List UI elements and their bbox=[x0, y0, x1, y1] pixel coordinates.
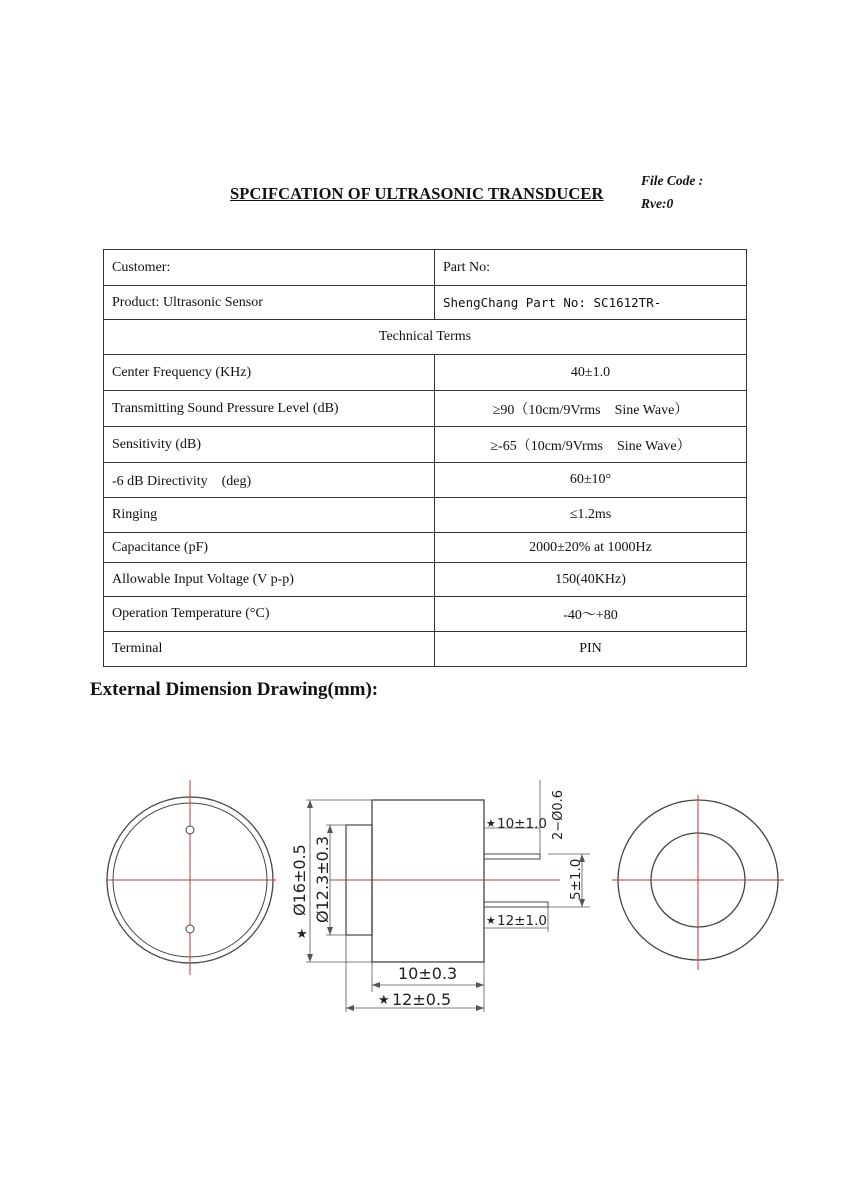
pin-spacing-label: 5±1.0 bbox=[568, 858, 584, 900]
table-row bbox=[104, 427, 747, 463]
value-cell: ≥-65（10cm/9Vrms Sine Wave） bbox=[435, 427, 747, 463]
back-view bbox=[612, 795, 784, 970]
term-cell: Transmitting Sound Pressure Level (dB) bbox=[104, 391, 435, 427]
dimension-drawing bbox=[0, 760, 851, 1060]
body-outline bbox=[372, 800, 484, 962]
term-cell: Capacitance (pF) bbox=[104, 533, 435, 563]
document-title: SPCIFCATION OF ULTRASONIC TRANSDUCER bbox=[230, 184, 604, 203]
pin-length-bottom-label: 12±1.0 bbox=[497, 913, 547, 929]
star-icon: ★ bbox=[486, 914, 496, 927]
value-cell: -40～+80 bbox=[435, 597, 747, 632]
body-length-label: 10±0.3 bbox=[398, 964, 458, 983]
term-cell: -6 dB Directivity (deg) bbox=[104, 463, 435, 498]
term-cell: Terminal bbox=[104, 632, 435, 667]
revision-label: Rve:0 bbox=[641, 196, 674, 211]
table-row bbox=[104, 391, 747, 427]
customer-cell: Customer: bbox=[104, 250, 435, 286]
star-icon: ★ bbox=[296, 927, 308, 942]
value-cell: PIN bbox=[435, 632, 747, 667]
total-length-label: 12±0.5 bbox=[392, 990, 452, 1009]
table-row bbox=[104, 563, 747, 597]
side-view bbox=[290, 780, 590, 1012]
value-cell: ≥90（10cm/9Vrms Sine Wave） bbox=[435, 391, 747, 427]
table-row bbox=[104, 320, 747, 355]
term-cell: Operation Temperature (°C) bbox=[104, 597, 435, 632]
term-cell: Allowable Input Voltage (V p-p) bbox=[104, 563, 435, 597]
value-cell: 150(40KHz) bbox=[435, 563, 747, 597]
star-icon: ★ bbox=[378, 993, 390, 1008]
table-row bbox=[104, 463, 747, 498]
table-row bbox=[104, 355, 747, 391]
term-cell: Ringing bbox=[104, 498, 435, 533]
pin-hole bbox=[186, 826, 194, 834]
pin-hole bbox=[186, 925, 194, 933]
value-cell: 60±10° bbox=[435, 463, 747, 498]
table-row bbox=[104, 286, 747, 320]
table-row bbox=[104, 498, 747, 533]
table-row bbox=[104, 597, 747, 632]
table-row bbox=[104, 533, 747, 563]
product-cell: Product: Ultrasonic Sensor bbox=[104, 286, 435, 320]
term-cell: Center Frequency (KHz) bbox=[104, 355, 435, 391]
pin-diameter-label: 2−Ø0.6 bbox=[551, 789, 566, 840]
value-cell: ≤1.2ms bbox=[435, 498, 747, 533]
value-cell: 2000±20% at 1000Hz bbox=[435, 533, 747, 563]
pin bbox=[484, 854, 540, 859]
pin-length-top-label: 10±1.0 bbox=[497, 816, 547, 832]
technical-terms-header: Technical Terms bbox=[104, 320, 747, 355]
pin bbox=[484, 902, 548, 907]
drawing-heading: External Dimension Drawing(mm): bbox=[90, 679, 379, 700]
term-cell: Sensitivity (dB) bbox=[104, 427, 435, 463]
file-code-label: File Code : bbox=[641, 173, 704, 188]
shengchang-part-cell: ShengChang Part No: SC1612TR- bbox=[435, 286, 747, 320]
part-no-cell: Part No: bbox=[435, 250, 747, 286]
front-view bbox=[106, 780, 276, 975]
value-cell: 40±1.0 bbox=[435, 355, 747, 391]
spec-table bbox=[103, 249, 747, 667]
star-icon: ★ bbox=[486, 817, 496, 830]
table-row bbox=[104, 250, 747, 286]
table-row bbox=[104, 632, 747, 667]
outer-diameter-label: Ø16±0.5 bbox=[290, 844, 309, 916]
inner-diameter-label: Ø12.3±0.3 bbox=[313, 835, 332, 923]
